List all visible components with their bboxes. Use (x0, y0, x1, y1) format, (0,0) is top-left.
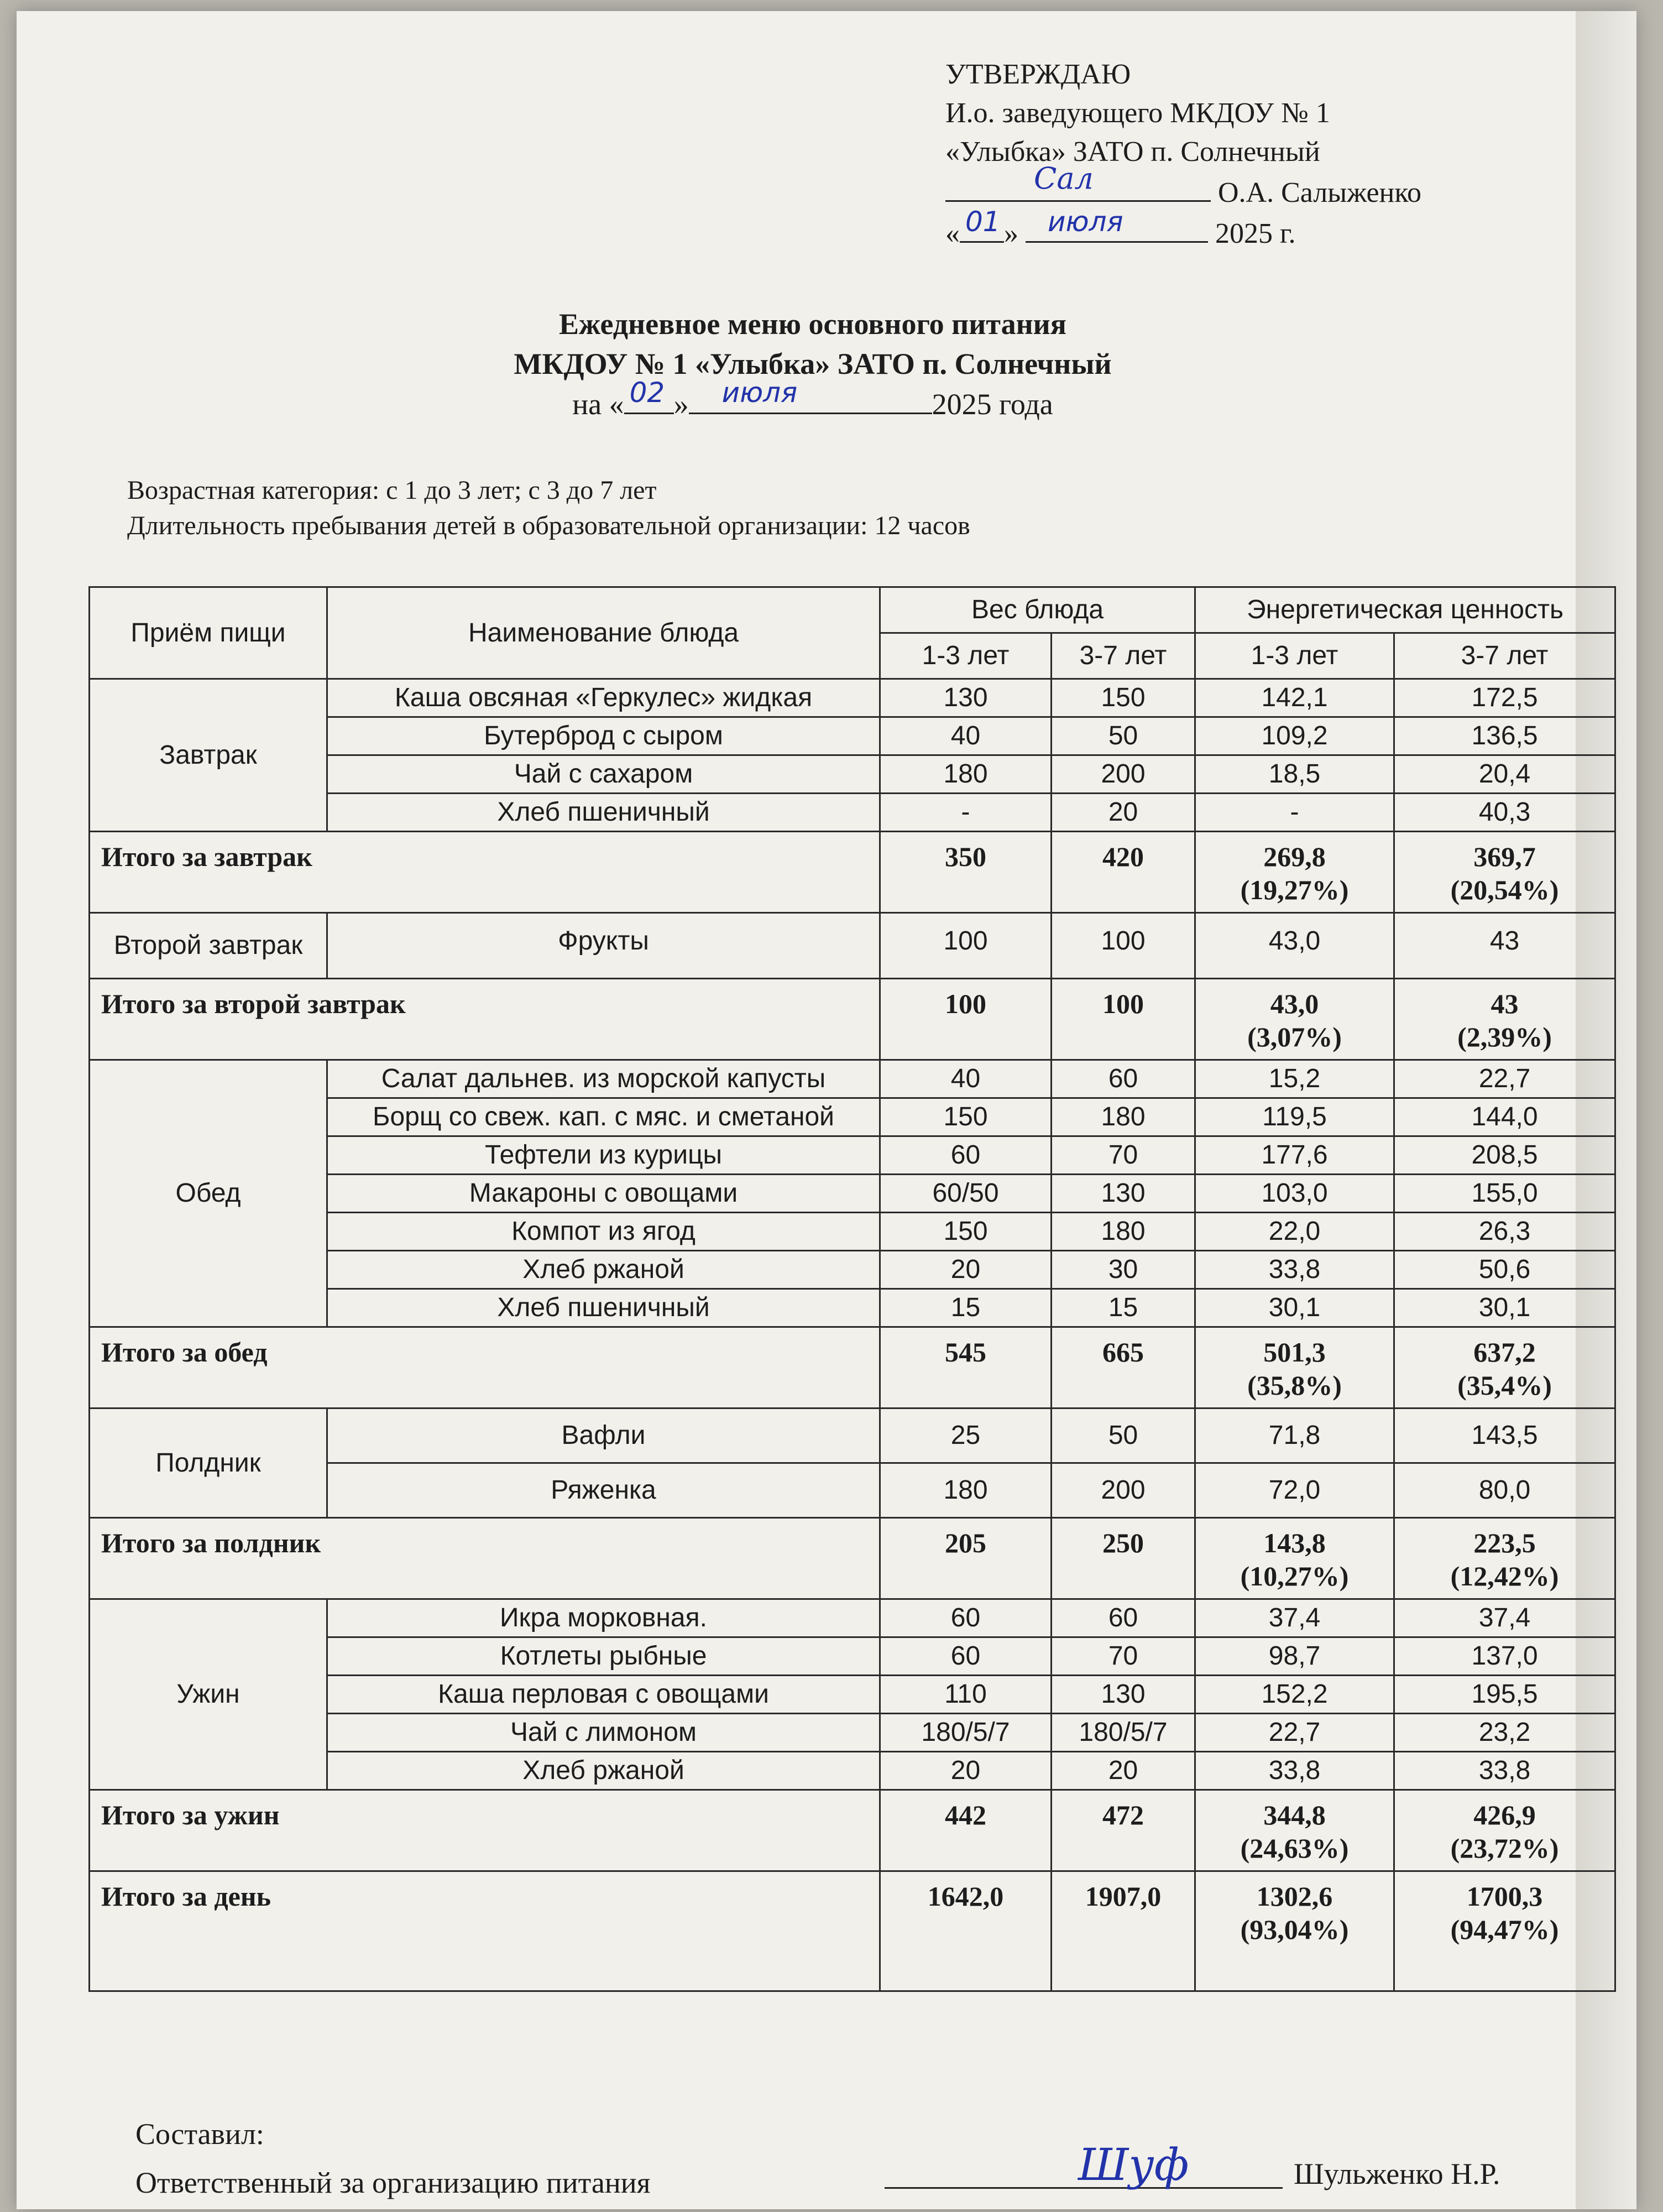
title-date (348, 377, 1277, 424)
energy-3-7: 30,1 (1394, 1289, 1615, 1327)
total-label: Итого за полдник (90, 1518, 880, 1599)
weight-1-3: 100 (880, 913, 1052, 979)
total-weight-3-7: 1907,0 (1052, 1871, 1195, 1991)
energy-1-3: 119,5 (1195, 1098, 1394, 1136)
weight-3-7: 180/5/7 (1052, 1714, 1195, 1752)
header-weight-3-7: 3-7 лет (1052, 633, 1195, 679)
weight-3-7: 30 (1052, 1251, 1195, 1289)
weight-1-3: 180 (880, 755, 1052, 794)
meta-block (127, 473, 970, 544)
weight-3-7: 50 (1052, 1408, 1195, 1463)
table-row (90, 1060, 1615, 1098)
signature-blank (945, 161, 1211, 202)
energy-1-3: 98,7 (1195, 1637, 1394, 1676)
meal-dinner: Ужин (90, 1599, 327, 1790)
approval-block (945, 55, 1421, 253)
document-title (348, 304, 1277, 424)
energy-1-3: - (1195, 794, 1394, 832)
total-row-second-breakfast (90, 979, 1615, 1060)
total-label: Итого за день (90, 1871, 880, 1991)
energy-1-3: 43,0 (1195, 913, 1394, 979)
weight-3-7: 15 (1052, 1289, 1195, 1327)
date-open-quote: « (945, 218, 960, 249)
dish-name: Компот из ягод (327, 1213, 880, 1251)
total-weight-3-7: 250 (1052, 1518, 1195, 1599)
energy-3-7: 208,5 (1394, 1136, 1615, 1175)
dish-name: Чай с сахаром (327, 755, 880, 794)
total-weight-1-3: 1642,0 (880, 1871, 1052, 1991)
energy-1-3: 15,2 (1195, 1060, 1394, 1098)
dish-name: Хлеб пшеничный (327, 794, 880, 832)
total-energy-3-7 (1394, 1871, 1615, 1991)
total-energy-1-3 (1195, 979, 1394, 1060)
total-weight-1-3: 442 (880, 1790, 1052, 1871)
table-row (90, 913, 1615, 979)
total-energy-3-7 (1394, 1327, 1615, 1408)
approval-date-month: июля (1048, 206, 1123, 238)
total-row-day (90, 1871, 1615, 1991)
responsible-signature: Шуф (1078, 2139, 1189, 2190)
dish-name: Чай с лимоном (327, 1714, 880, 1752)
total-energy-value: 637,2 (1473, 1337, 1536, 1368)
title-date-prefix: на « (572, 388, 624, 421)
header-energy-1-3: 1-3 лет (1195, 633, 1394, 679)
responsible-signature-line (885, 2139, 1283, 2190)
total-energy-percent: (94,47%) (1450, 1914, 1559, 1945)
weight-3-7: 70 (1052, 1136, 1195, 1175)
weight-3-7: 70 (1052, 1637, 1195, 1676)
approval-date-day: 01 (965, 206, 1001, 238)
weight-3-7: 100 (1052, 913, 1195, 979)
document-page (17, 11, 1636, 2209)
dish-name: Фрукты (327, 913, 880, 979)
director-signature: Сал (1034, 161, 1094, 196)
weight-1-3: 60 (880, 1136, 1052, 1175)
energy-1-3: 22,0 (1195, 1213, 1394, 1251)
weight-1-3: 40 (880, 717, 1052, 755)
total-weight-3-7: 472 (1052, 1790, 1195, 1871)
dish-name: Икра морковная. (327, 1599, 880, 1637)
responsible-role: Ответственный за организацию питания (135, 2166, 651, 2199)
total-energy-percent: (35,8%) (1247, 1370, 1342, 1401)
total-energy-value: 369,7 (1473, 841, 1536, 872)
energy-1-3: 72,0 (1195, 1463, 1394, 1518)
weight-1-3: 60 (880, 1637, 1052, 1676)
total-label: Итого за ужин (90, 1790, 880, 1871)
total-energy-percent: (24,63%) (1240, 1833, 1349, 1864)
total-energy-percent: (2,39%) (1457, 1021, 1552, 1052)
energy-3-7: 33,8 (1394, 1752, 1615, 1790)
approval-name: О.А. Салыженко (1218, 177, 1421, 208)
total-energy-1-3 (1195, 1518, 1394, 1599)
weight-3-7: 180 (1052, 1213, 1195, 1251)
dish-name: Хлеб пшеничный (327, 1289, 880, 1327)
weight-3-7: 20 (1052, 794, 1195, 832)
total-energy-percent: (23,72%) (1450, 1833, 1559, 1864)
menu-table (88, 586, 1616, 1992)
energy-1-3: 71,8 (1195, 1408, 1394, 1463)
total-energy-value: 43 (1491, 988, 1519, 1019)
total-energy-3-7 (1394, 1518, 1615, 1599)
meal-snack: Полдник (90, 1408, 327, 1518)
total-energy-1-3 (1195, 1790, 1394, 1871)
energy-3-7: 22,7 (1394, 1060, 1615, 1098)
total-energy-value: 1302,6 (1256, 1881, 1333, 1912)
energy-1-3: 177,6 (1195, 1136, 1394, 1175)
dish-name: Салат дальнев. из морской капусты (327, 1060, 880, 1098)
energy-1-3: 33,8 (1195, 1752, 1394, 1790)
weight-1-3: 180 (880, 1463, 1052, 1518)
title-date-mid: » (673, 388, 689, 421)
weight-1-3: 20 (880, 1251, 1052, 1289)
total-energy-3-7 (1394, 979, 1615, 1060)
header-weight-1-3: 1-3 лет (880, 633, 1052, 679)
total-weight-1-3: 100 (880, 979, 1052, 1060)
dish-name: Хлеб ржаной (327, 1251, 880, 1289)
table-row (90, 1408, 1615, 1463)
weight-1-3: 25 (880, 1408, 1052, 1463)
total-weight-1-3: 350 (880, 832, 1052, 913)
energy-1-3: 33,8 (1195, 1251, 1394, 1289)
total-energy-3-7 (1394, 832, 1615, 913)
weight-1-3: 15 (880, 1289, 1052, 1327)
energy-1-3: 109,2 (1195, 717, 1394, 755)
total-energy-value: 1700,3 (1466, 1881, 1543, 1912)
stay-duration: Длительность пребывания детей в образовательной организации: 12 часов (127, 511, 970, 540)
total-energy-1-3 (1195, 1327, 1394, 1408)
total-label: Итого за обед (90, 1327, 880, 1408)
dish-name: Хлеб ржаной (327, 1752, 880, 1790)
age-category: Возрастная категория: с 1 до 3 лет; с 3 до 7 лет (127, 476, 657, 505)
weight-1-3: 150 (880, 1098, 1052, 1136)
energy-3-7: 43 (1394, 913, 1615, 979)
energy-3-7: 50,6 (1394, 1251, 1615, 1289)
weight-3-7: 200 (1052, 755, 1195, 794)
weight-3-7: 20 (1052, 1752, 1195, 1790)
title-month-blank (689, 377, 932, 414)
dish-name: Каша перловая с овощами (327, 1676, 880, 1714)
dish-name: Бутерброд с сыром (327, 717, 880, 755)
title-line-2: МКДОУ № 1 «Улыбка» ЗАТО п. Солнечный (514, 347, 1112, 380)
energy-3-7: 155,0 (1394, 1175, 1615, 1213)
weight-1-3: 180/5/7 (880, 1714, 1052, 1752)
total-row-snack (90, 1518, 1615, 1599)
total-row-lunch (90, 1327, 1615, 1408)
energy-3-7: 172,5 (1394, 679, 1615, 717)
dish-name: Ряженка (327, 1463, 880, 1518)
total-energy-value: 43,0 (1270, 988, 1319, 1019)
energy-1-3: 18,5 (1195, 755, 1394, 794)
date-day-blank (960, 206, 1004, 243)
date-close-quote: » (1004, 218, 1018, 249)
dish-name: Каша овсяная «Геркулес» жидкая (327, 679, 880, 717)
weight-1-3: 20 (880, 1752, 1052, 1790)
weight-1-3: 60/50 (880, 1175, 1052, 1213)
header-dish: Наименование блюда (327, 587, 880, 679)
approval-date (945, 206, 1421, 253)
dish-name: Вафли (327, 1408, 880, 1463)
total-energy-percent: (20,54%) (1450, 874, 1559, 905)
weight-1-3: 60 (880, 1599, 1052, 1637)
approval-heading: УТВЕРЖДАЮ (945, 59, 1131, 90)
footer-block (135, 2110, 651, 2207)
total-energy-1-3 (1195, 832, 1394, 913)
header-meal: Приём пищи (90, 587, 327, 679)
weight-3-7: 60 (1052, 1060, 1195, 1098)
energy-3-7: 136,5 (1394, 717, 1615, 755)
total-energy-value: 344,8 (1263, 1799, 1326, 1830)
total-energy-value: 269,8 (1263, 841, 1326, 872)
total-energy-value: 426,9 (1473, 1799, 1536, 1830)
total-label: Итого за второй завтрак (90, 979, 880, 1060)
title-date-day: 02 (629, 377, 665, 409)
weight-1-3: 150 (880, 1213, 1052, 1251)
title-line-1: Ежедневное меню основного питания (558, 307, 1067, 341)
energy-3-7: 195,5 (1394, 1676, 1615, 1714)
weight-1-3: 40 (880, 1060, 1052, 1098)
energy-3-7: 143,5 (1394, 1408, 1615, 1463)
total-energy-value: 501,3 (1263, 1337, 1326, 1368)
energy-1-3: 37,4 (1195, 1599, 1394, 1637)
responsible-name: Шульженко Н.Р. (1294, 2157, 1500, 2190)
title-day-blank (624, 377, 674, 414)
total-weight-3-7: 100 (1052, 979, 1195, 1060)
approval-date-year: 2025 г. (1215, 218, 1296, 249)
energy-3-7: 26,3 (1394, 1213, 1615, 1251)
approval-org: «Улыбка» ЗАТО п. Солнечный (945, 136, 1320, 168)
total-weight-1-3: 545 (880, 1327, 1052, 1408)
energy-3-7: 80,0 (1394, 1463, 1615, 1518)
title-date-suffix: 2025 года (932, 388, 1053, 421)
weight-3-7: 130 (1052, 1676, 1195, 1714)
total-weight-3-7: 420 (1052, 832, 1195, 913)
weight-3-7: 150 (1052, 679, 1195, 717)
total-energy-percent: (10,27%) (1240, 1561, 1349, 1592)
dish-name: Котлеты рыбные (327, 1637, 880, 1676)
weight-3-7: 180 (1052, 1098, 1195, 1136)
meal-breakfast: Завтрак (90, 679, 327, 832)
energy-1-3: 22,7 (1195, 1714, 1394, 1752)
energy-1-3: 103,0 (1195, 1175, 1394, 1213)
dish-name: Тефтели из курицы (327, 1136, 880, 1175)
meal-lunch: Обед (90, 1060, 327, 1327)
weight-3-7: 130 (1052, 1175, 1195, 1213)
total-energy-percent: (12,42%) (1450, 1561, 1559, 1592)
total-weight-3-7: 665 (1052, 1327, 1195, 1408)
header-weight: Вес блюда (880, 587, 1195, 633)
weight-1-3: 110 (880, 1676, 1052, 1714)
total-energy-percent: (93,04%) (1240, 1914, 1349, 1945)
table-row (90, 1599, 1615, 1637)
total-energy-3-7 (1394, 1790, 1615, 1871)
energy-3-7: 20,4 (1394, 755, 1615, 794)
total-energy-value: 143,8 (1263, 1527, 1326, 1558)
weight-1-3: - (880, 794, 1052, 832)
approval-position: И.о. заведующего МКДОУ № 1 (945, 97, 1330, 129)
dish-name: Макароны с овощами (327, 1175, 880, 1213)
energy-1-3: 30,1 (1195, 1289, 1394, 1327)
approval-signature-line (945, 161, 1421, 212)
meal-second-breakfast: Второй завтрак (90, 913, 327, 979)
weight-3-7: 200 (1052, 1463, 1195, 1518)
table-row (90, 679, 1615, 717)
energy-3-7: 40,3 (1394, 794, 1615, 832)
dish-name: Борщ со свеж. кап. с мяс. и сметаной (327, 1098, 880, 1136)
total-energy-percent: (3,07%) (1247, 1021, 1342, 1052)
energy-3-7: 137,0 (1394, 1637, 1615, 1676)
title-date-month: июля (721, 377, 798, 409)
composed-label: Составил: (135, 2117, 264, 2151)
total-energy-1-3 (1195, 1871, 1394, 1991)
weight-3-7: 50 (1052, 717, 1195, 755)
total-energy-percent: (35,4%) (1457, 1370, 1552, 1401)
energy-3-7: 144,0 (1394, 1098, 1615, 1136)
total-label: Итого за завтрак (90, 832, 880, 913)
energy-1-3: 152,2 (1195, 1676, 1394, 1714)
total-energy-value: 223,5 (1473, 1527, 1536, 1558)
total-weight-1-3: 205 (880, 1518, 1052, 1599)
date-month-blank (1026, 206, 1208, 243)
total-row-breakfast (90, 832, 1615, 913)
energy-3-7: 37,4 (1394, 1599, 1615, 1637)
energy-3-7: 23,2 (1394, 1714, 1615, 1752)
weight-1-3: 130 (880, 679, 1052, 717)
header-energy-3-7: 3-7 лет (1394, 633, 1615, 679)
energy-1-3: 142,1 (1195, 679, 1394, 717)
total-energy-percent: (19,27%) (1240, 874, 1349, 905)
weight-3-7: 60 (1052, 1599, 1195, 1637)
total-row-dinner (90, 1790, 1615, 1871)
header-energy: Энергетическая ценность (1195, 587, 1615, 633)
